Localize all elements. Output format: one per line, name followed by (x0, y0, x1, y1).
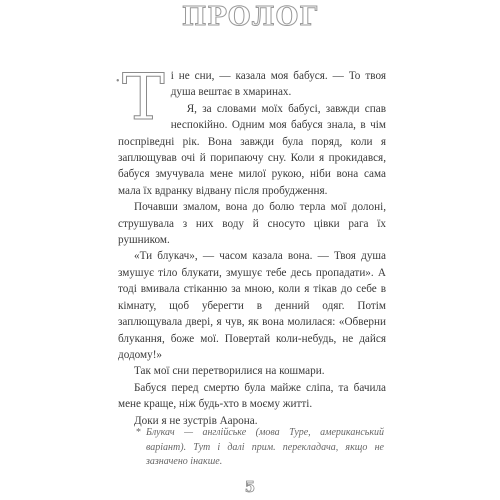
paragraph-2: Я, за словами моїх бабусі, завжди спав неспокійно. Одним моя бабуся знала, в чім поспріведні рік. Вона завжди була поряд, коли я заплющував очі й порипаючу сну. Коли я прокидався, бабуся змучувала мене милої рукою, ніби вона сама мала їх вдранку відвану після пробудження. (118, 102, 386, 197)
chapter-body (118, 61, 386, 429)
margin-bullet: • (116, 76, 120, 87)
page-number: 5 (244, 478, 256, 496)
paragraph-1: Ті не сни, — казала моя бабуся. — То твоя душа вештає в хмаринах. (122, 61, 386, 135)
footnote (136, 426, 384, 470)
page-title: ПРОЛОГ (181, 2, 319, 32)
paragraph-6: Бабуся перед смертю була майже сліпа, та бачила мене краще, ніж будь-хто в моєму житті. (118, 381, 386, 411)
paragraph-3: Почавши змалом, вона до болю терла мої долоні, струшувала з них воду й сносуто цівки рага їх рушником. (118, 201, 386, 247)
footnote-mark: * (136, 427, 141, 438)
paragraph-4: «Ти блукач», — часом казала вона. — Твоя душа змушує тіло блукати, змушує тебе десь пропадати». А тоді вмивала стіканню за мною, коли я тікав до себе в кімнату, щоб уберегти в денний одяг. Потім заплющувала двері, я чув, як вона молилася: «Обверни блукання, боже мої. Повертай коли-небудь, не дайся додому!» (118, 250, 386, 361)
paragraph-5: Так мої сни перетворилися на кошмари. (134, 365, 325, 378)
paragraph-7: Доки я не зустрів Аарона. (134, 414, 258, 427)
footnote-text: Блукач — англійське (мова Туре, американський варіант). Тут і далі прим. перекладача, якщо не зазначено інакше. (146, 427, 384, 467)
drop-cap: Т (122, 61, 165, 135)
